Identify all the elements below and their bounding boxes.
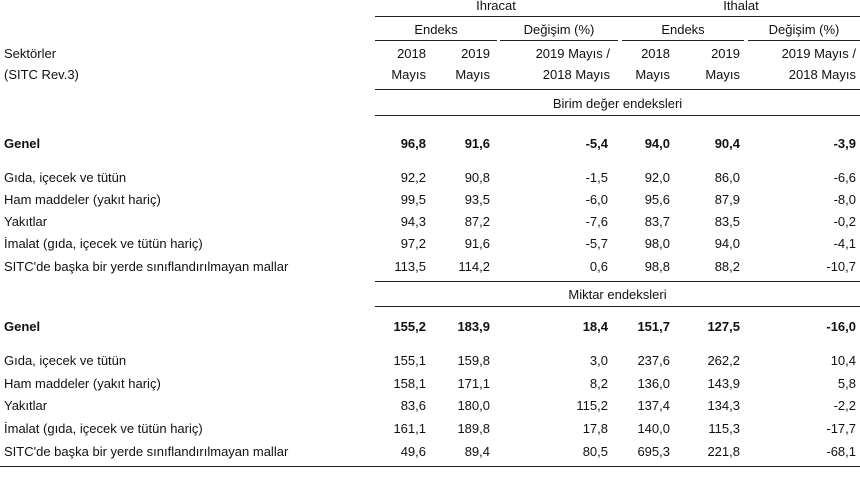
import-2018-header: 2018: [641, 46, 670, 61]
import-2018-cell: 92,0: [644, 170, 670, 185]
section-divider-rule: [375, 281, 860, 282]
import-change-cell: 5,8: [837, 376, 856, 391]
export-change-cell: 80,5: [582, 444, 608, 459]
export-2019-month: Mayıs: [455, 67, 490, 82]
export-change-cell: 0,6: [589, 259, 608, 274]
export-2018-cell: 94,3: [400, 214, 426, 229]
import-2019-cell: 90,4: [714, 136, 740, 151]
sector-subheader: (SITC Rev.3): [4, 67, 79, 82]
export-change-header: Değişim (%): [523, 22, 595, 37]
subheader-rule-export-index: [375, 40, 497, 41]
import-2018-cell: 98,0: [644, 236, 670, 251]
export-change-cell: -5,7: [585, 236, 608, 251]
export-2019-cell: 189,8: [457, 421, 490, 436]
row-label: Gıda, içecek ve tütün: [4, 353, 127, 368]
import-2019-cell: 83,5: [714, 214, 740, 229]
import-2019-cell: 115,3: [708, 421, 740, 436]
import-2019-cell: 262,2: [707, 353, 740, 368]
export-2019-cell: 90,8: [464, 170, 490, 185]
export-change-cell: 3,0: [589, 353, 608, 368]
import-change-cell: -17,7: [826, 421, 856, 436]
import-2018-cell: 137,4: [637, 398, 670, 413]
import-change-line1: 2019 Mayıs /: [781, 46, 856, 61]
import-2018-cell: 151,7: [637, 319, 670, 334]
export-2019-cell: 93,5: [464, 192, 490, 207]
import-2018-cell: 695,3: [637, 444, 670, 459]
row-label: İmalat (gıda, içecek ve tütün hariç): [4, 236, 203, 251]
export-change-cell: -5,4: [585, 136, 608, 151]
import-change-header: Değişim (%): [768, 22, 840, 37]
import-2018-cell: 136,0: [637, 376, 670, 391]
row-label: Yakıtlar: [4, 214, 48, 229]
import-change-cell: -0,2: [833, 214, 856, 229]
export-change-cell: 18,4: [582, 319, 608, 334]
header-bottom-rule: [375, 89, 860, 90]
import-group-header: İthalat: [723, 0, 759, 13]
table-bottom-rule: [0, 466, 860, 467]
import-change-cell: -16,0: [826, 319, 856, 334]
import-2019-cell: 88,2: [714, 259, 740, 274]
import-change-cell: -10,7: [826, 259, 856, 274]
export-2019-cell: 87,2: [464, 214, 490, 229]
row-label: Yakıtlar: [4, 398, 48, 413]
row-label: SITC'de başka bir yerde sınıflandırılmayan mallar: [4, 259, 289, 274]
export-2019-cell: 180,0: [457, 398, 490, 413]
import-change-cell: -2,2: [833, 398, 856, 413]
import-change-cell: -4,1: [833, 236, 856, 251]
export-change-cell: 8,2: [589, 376, 608, 391]
import-2018-cell: 83,7: [644, 214, 670, 229]
import-2019-cell: 143,9: [707, 376, 740, 391]
import-2019-cell: 94,0: [714, 236, 740, 251]
subheader-rule-import-index: [622, 40, 744, 41]
export-2018-cell: 49,6: [400, 444, 426, 459]
export-change-cell: -1,5: [585, 170, 608, 185]
import-2019-header: 2019: [711, 46, 740, 61]
export-2019-cell: 159,8: [457, 353, 490, 368]
row-label: Genel: [4, 136, 41, 151]
section-rule: [375, 115, 860, 116]
row-label: İmalat (gıda, içecek ve tütün hariç): [4, 421, 203, 436]
export-2019-cell: 91,6: [464, 236, 490, 251]
import-change-cell: -68,1: [826, 444, 856, 459]
import-change-cell: -3,9: [833, 136, 856, 151]
import-change-cell: -6,6: [833, 170, 856, 185]
import-2019-cell: 87,9: [714, 192, 740, 207]
row-label: Ham maddeler (yakıt hariç): [4, 376, 161, 391]
import-change-cell: 10,4: [830, 353, 856, 368]
import-2019-cell: 86,0: [714, 170, 740, 185]
export-2018-cell: 92,2: [400, 170, 426, 185]
export-2018-cell: 155,2: [393, 319, 426, 334]
export-change-line1: 2019 Mayıs /: [535, 46, 610, 61]
export-change-cell: -6,0: [585, 192, 608, 207]
subheader-rule-export-change: [500, 40, 618, 41]
row-label: Genel: [4, 319, 41, 334]
import-change-line2: 2018 Mayıs: [788, 67, 856, 82]
import-2018-cell: 95,6: [644, 192, 670, 207]
import-2018-cell: 237,6: [637, 353, 670, 368]
row-label: Gıda, içecek ve tütün: [4, 170, 127, 185]
export-2018-cell: 96,8: [400, 136, 426, 151]
row-label: Ham maddeler (yakıt hariç): [4, 192, 161, 207]
export-change-cell: -7,6: [585, 214, 608, 229]
import-2019-cell: 134,3: [707, 398, 740, 413]
import-2019-month: Mayıs: [705, 67, 740, 82]
export-2019-cell: 89,4: [464, 444, 490, 459]
import-2018-month: Mayıs: [635, 67, 670, 82]
import-2018-cell: 94,0: [644, 136, 670, 151]
section-rule: [375, 306, 860, 307]
row-label: SITC'de başka bir yerde sınıflandırılmayan mallar: [4, 444, 289, 459]
export-index-header: Endeks: [414, 22, 458, 37]
export-change-cell: 115,2: [576, 398, 608, 413]
import-2019-cell: 221,8: [707, 444, 740, 459]
export-2018-cell: 99,5: [400, 192, 426, 207]
export-2019-cell: 91,6: [464, 136, 490, 151]
export-group-header: İhracat: [476, 0, 516, 13]
export-2018-cell: 161,1: [393, 421, 426, 436]
export-2019-cell: 183,9: [457, 319, 490, 334]
export-2019-header: 2019: [461, 46, 490, 61]
import-change-cell: -8,0: [833, 192, 856, 207]
export-2018-month: Mayıs: [391, 67, 426, 82]
export-2018-cell: 113,5: [394, 259, 426, 274]
section-title: Miktar endeksleri: [568, 287, 667, 302]
subheader-rule-import-change: [748, 40, 860, 41]
import-2019-cell: 127,5: [707, 319, 740, 334]
sector-header: Sektörler: [4, 46, 57, 61]
export-2018-cell: 83,6: [400, 398, 426, 413]
export-2018-cell: 97,2: [400, 236, 426, 251]
import-2018-cell: 140,0: [637, 421, 670, 436]
export-change-cell: 17,8: [582, 421, 608, 436]
export-2018-header: 2018: [397, 46, 426, 61]
group-header-rule: [375, 16, 860, 17]
export-2018-cell: 158,1: [393, 376, 426, 391]
export-2019-cell: 171,1: [457, 376, 490, 391]
import-index-header: Endeks: [661, 22, 705, 37]
section-title: Birim değer endeksleri: [552, 96, 683, 111]
export-2018-cell: 155,1: [393, 353, 426, 368]
import-2018-cell: 98,8: [644, 259, 670, 274]
export-change-line2: 2018 Mayıs: [542, 67, 610, 82]
export-2019-cell: 114,2: [458, 259, 490, 274]
